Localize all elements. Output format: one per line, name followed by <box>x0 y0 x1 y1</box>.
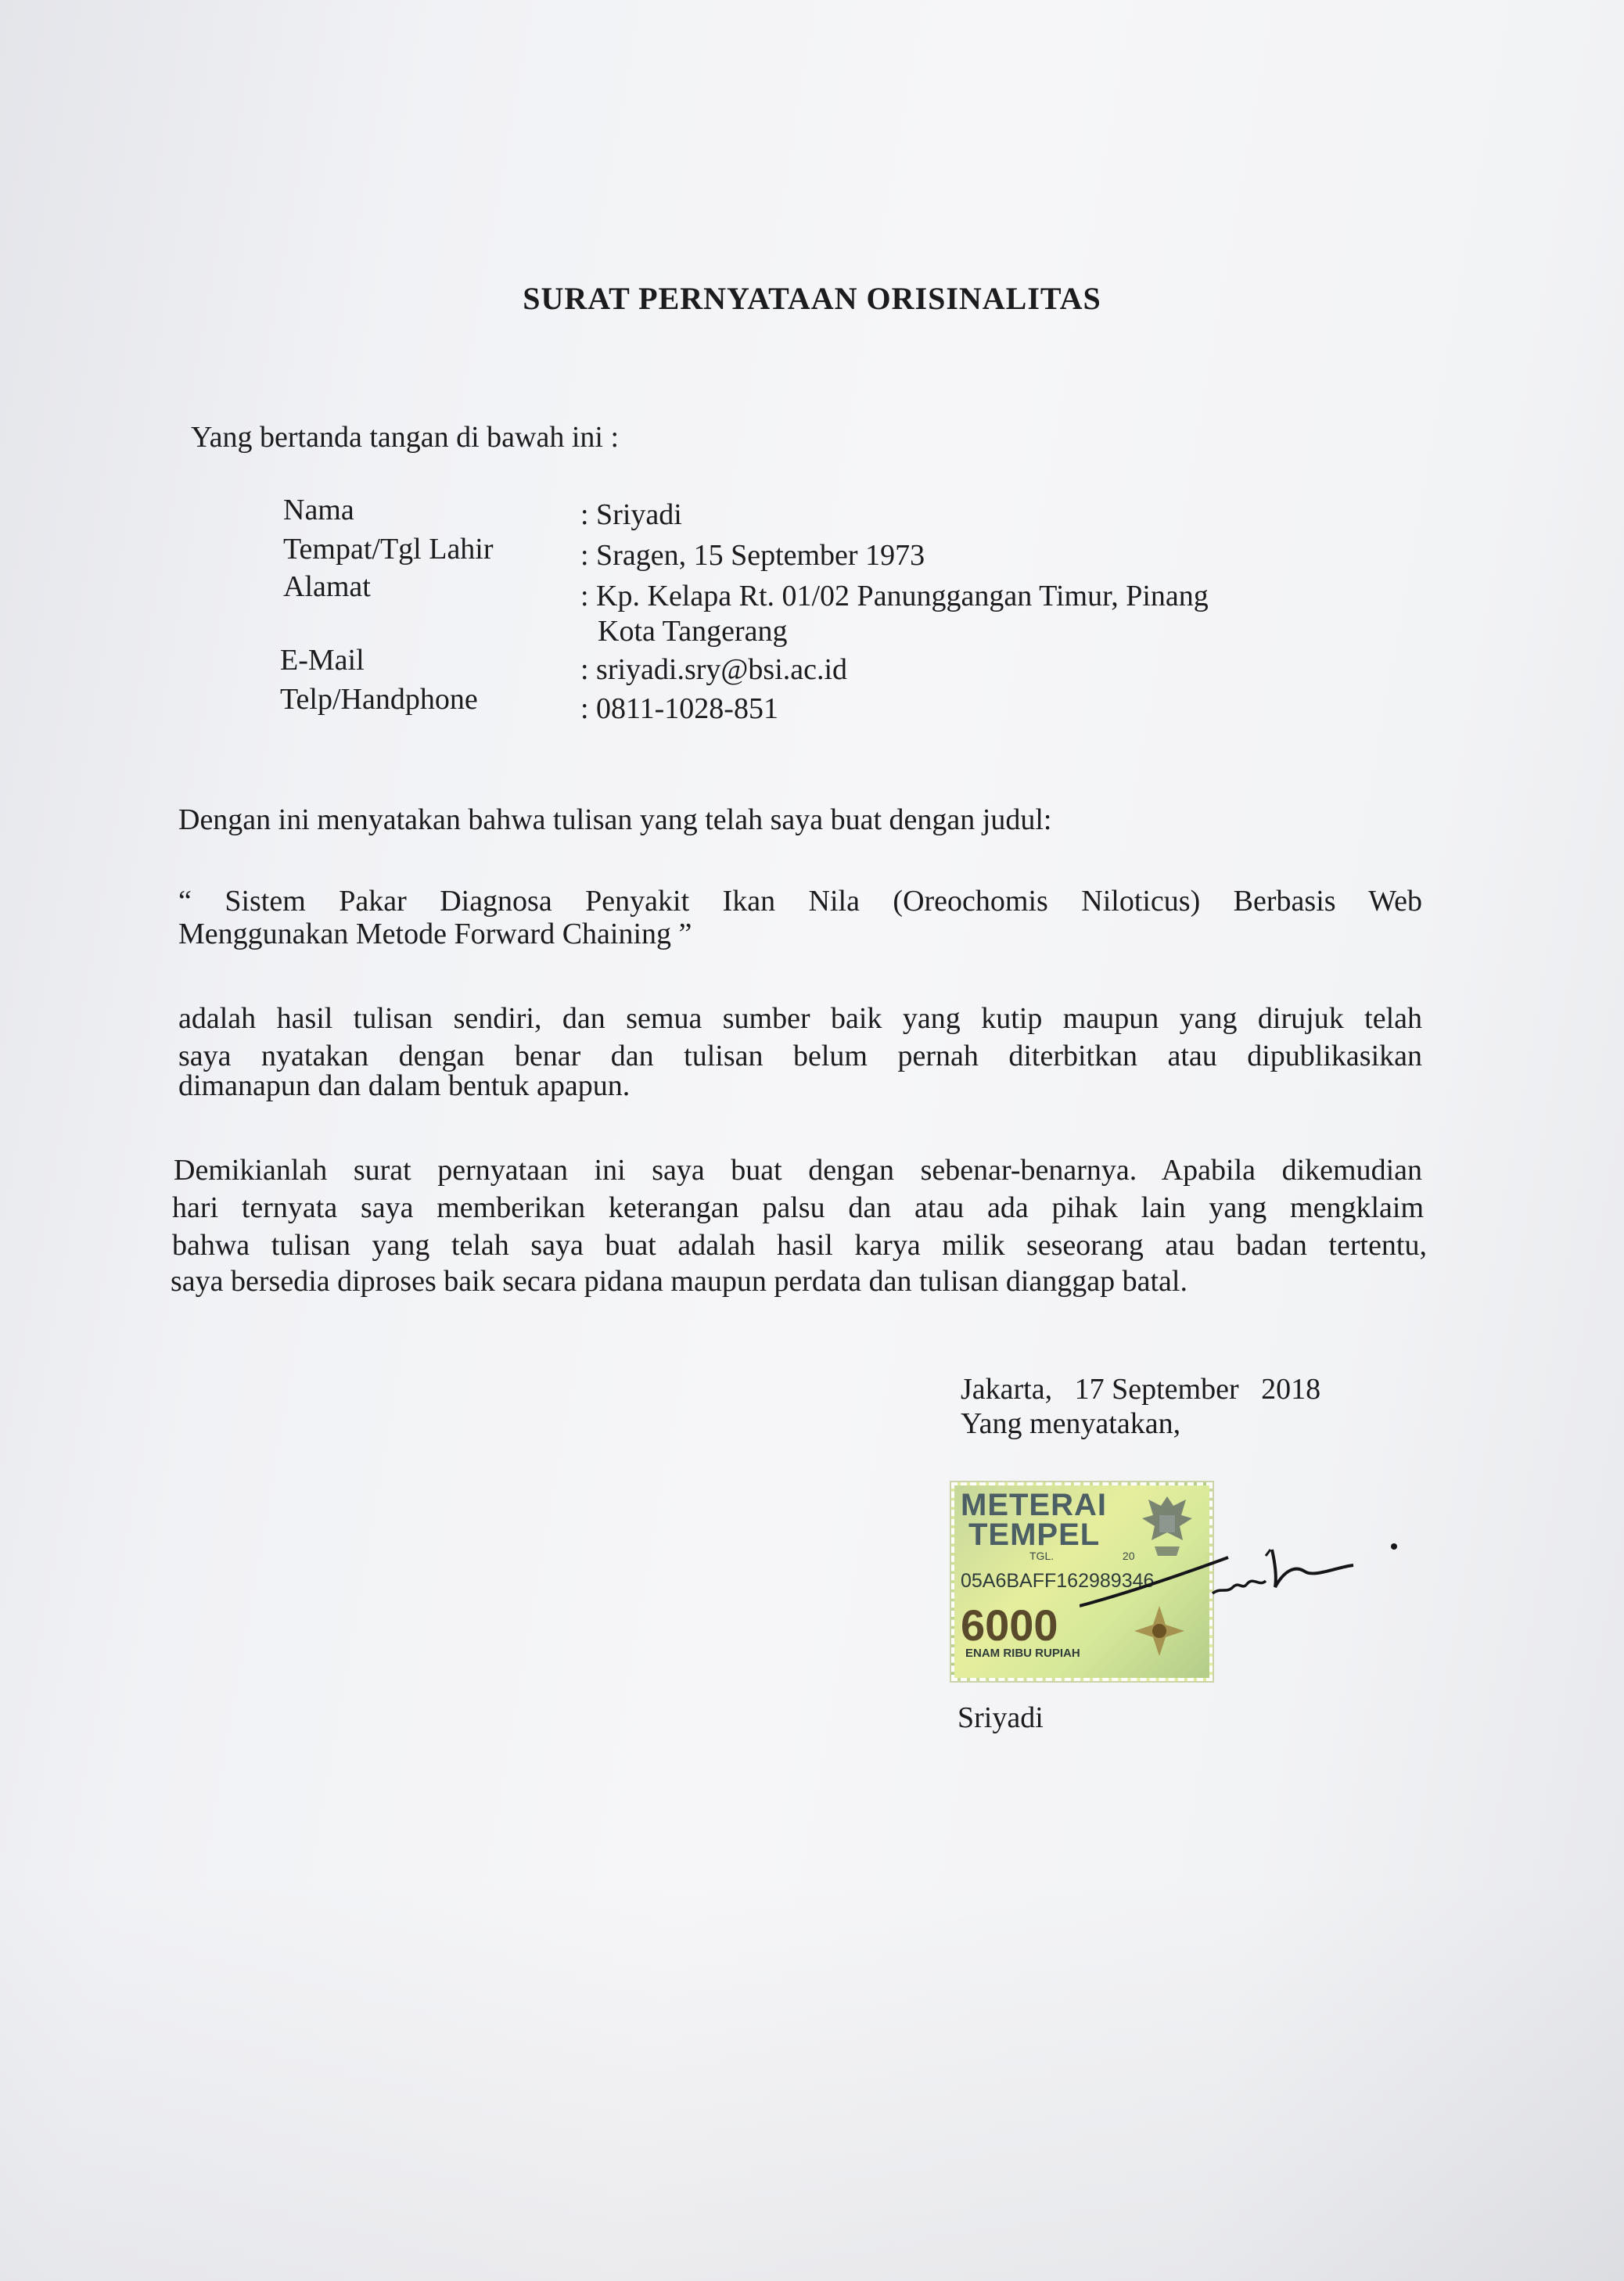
stamp-date-label: TGL. <box>1029 1550 1055 1562</box>
paragraph-2-line-3: bahwa tulisan yang telah saya buat adalah hasil karya milik seseorang atau badan tertentu, <box>172 1229 1427 1262</box>
paragraph-1-line-3: dimanapun dan dalam bentuk apapun. <box>178 1069 631 1102</box>
stamp-title-line-2: TEMPEL <box>968 1518 1101 1552</box>
paragraph-2-line-4: saya bersedia diproses baik secara pidana maupun perdata dan tulisan dianggap batal. <box>171 1265 1187 1298</box>
field-label-tempat-tgl-lahir: Tempat/Tgl Lahir <box>283 533 494 566</box>
stamp-title-line-1: METERAI <box>961 1488 1107 1522</box>
intro-text: Yang bertanda tangan di bawah ini : <box>191 421 620 454</box>
field-value-email: : sriyadi.sry@bsi.ac.id <box>580 653 848 686</box>
field-label-email: E-Mail <box>280 644 365 677</box>
field-label-alamat: Alamat <box>283 570 371 603</box>
field-label-nama: Nama <box>283 494 354 526</box>
field-label-telp: Telp/Handphone <box>280 683 478 716</box>
stamp-amount-words: ENAM RIBU RUPIAH <box>965 1647 1080 1660</box>
field-value-nama: : Sriyadi <box>580 498 682 531</box>
signer-role: Yang menyatakan, <box>961 1407 1181 1440</box>
thesis-title-line-1: “ Sistem Pakar Diagnosa Penyakit Ikan Nila (Oreochomis Niloticus) Berbasis Web <box>178 885 1422 918</box>
document-title: SURAT PERNYATAAN ORISINALITAS <box>523 281 1101 316</box>
field-value-alamat: : Kp. Kelapa Rt. 01/02 Panunggangan Timur, Pinang <box>580 580 1209 612</box>
thesis-title-line-2: Menggunakan Metode Forward Chaining ” <box>178 918 692 950</box>
paragraph-2-line-2: hari ternyata saya memberikan keterangan palsu dan atau ada pihak lain yang mengklaim <box>172 1191 1424 1224</box>
stamp-amount: 6000 <box>961 1600 1058 1650</box>
field-value-tempat-tgl-lahir: : Sragen, 15 September 1973 <box>580 539 925 572</box>
declaration-intro: Dengan ini menyatakan bahwa tulisan yang telah saya buat dengan judul: <box>178 803 1052 836</box>
handwritten-signature <box>1080 1506 1408 1623</box>
paragraph-2-line-1: Demikianlah surat pernyataan ini saya buat dengan sebenar-benarnya. Apabila dikemudian <box>174 1154 1422 1187</box>
place-date: Jakarta, 17 September 2018 <box>961 1373 1321 1406</box>
signer-name: Sriyadi <box>958 1701 1044 1734</box>
page-shadow <box>0 1874 1624 2281</box>
paragraph-1-line-2: saya nyatakan dengan benar dan tulisan belum pernah diterbitkan atau dipublikasikan <box>178 1040 1422 1072</box>
field-value-telp: : 0811-1028-851 <box>580 692 778 725</box>
paragraph-1-line-1: adalah hasil tulisan sendiri, dan semua sumber baik yang kutip maupun yang dirujuk telah <box>178 1002 1422 1035</box>
stamp-date-year: 20 <box>1122 1550 1135 1562</box>
field-value-alamat-continued: Kota Tangerang <box>598 615 788 648</box>
stamp-serial: 05A6BAFF162989346 <box>961 1570 1155 1592</box>
